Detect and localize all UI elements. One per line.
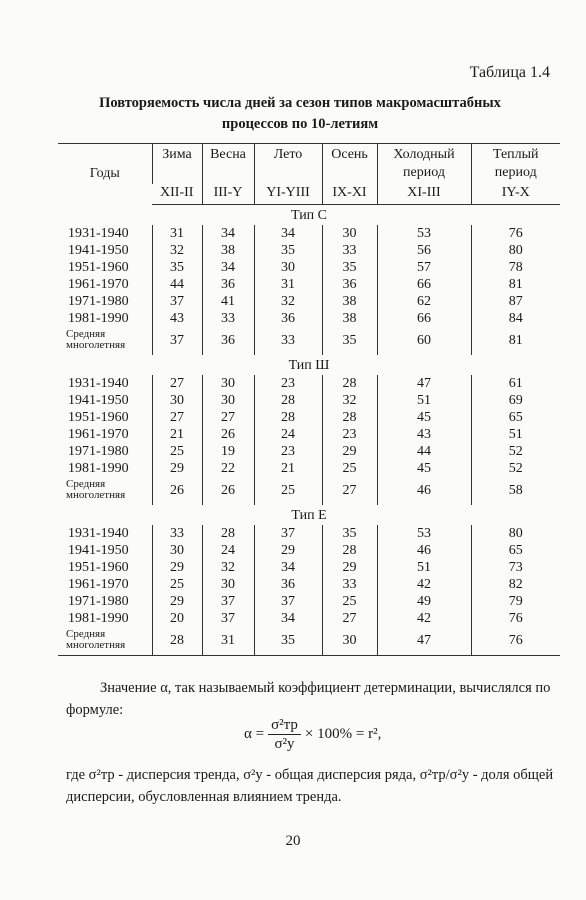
- table-title-line-2: процессов по 10-летиям: [221, 116, 379, 132]
- average-label-line-2: многолетняя: [66, 639, 126, 651]
- row-years: 1971-1980: [68, 294, 129, 309]
- average-cell: 26: [202, 477, 254, 505]
- table-cell: 32: [152, 242, 202, 259]
- average-label: [58, 627, 152, 656]
- average-cell: 47: [377, 627, 471, 656]
- table-cell: 37: [254, 525, 322, 542]
- table-cell: 30: [202, 392, 254, 409]
- group-header-row: [58, 505, 560, 525]
- table-cell: 29: [322, 443, 377, 460]
- table-cell: 32: [254, 293, 322, 310]
- table-cell: 36: [322, 276, 377, 293]
- table-body: [58, 205, 560, 656]
- table-title: [40, 93, 560, 135]
- table-row: [58, 225, 560, 242]
- table-cell: 36: [254, 310, 322, 327]
- row-years: 1981-1990: [68, 461, 129, 476]
- row-years: 1931-1940: [68, 526, 129, 541]
- average-cell: 36: [202, 327, 254, 355]
- table-cell: 38: [322, 310, 377, 327]
- table-row: [58, 610, 560, 627]
- header-cold-months: XI-III: [377, 184, 471, 205]
- average-cell: 27: [322, 477, 377, 505]
- table-row: [58, 242, 560, 259]
- average-cell: 76: [471, 627, 560, 656]
- row-years: 1951-1960: [68, 410, 129, 425]
- table-cell: 80: [471, 242, 560, 259]
- table-row: [58, 576, 560, 593]
- table-cell: 43: [377, 426, 471, 443]
- table-row: [58, 593, 560, 610]
- table-cell: 27: [152, 375, 202, 392]
- table-cell: 87: [471, 293, 560, 310]
- row-years: 1951-1960: [68, 560, 129, 575]
- table-cell: 28: [254, 409, 322, 426]
- header-cold-period: Холодный период: [377, 144, 471, 185]
- table-cell: 27: [202, 409, 254, 426]
- row-years: 1961-1970: [68, 577, 129, 592]
- header-summer-months: YI-YIII: [254, 184, 322, 205]
- table-cell: 53: [377, 525, 471, 542]
- table-cell: 79: [471, 593, 560, 610]
- average-cell: 37: [152, 327, 202, 355]
- table-cell: 49: [377, 593, 471, 610]
- table-cell: 80: [471, 525, 560, 542]
- group-name: Тип Ш: [288, 358, 330, 373]
- table-cell: 84: [471, 310, 560, 327]
- header-summer: Лето: [254, 144, 322, 185]
- table-cell: 53: [377, 225, 471, 242]
- row-years: 1941-1950: [68, 393, 129, 408]
- row-years: 1941-1950: [68, 543, 129, 558]
- table-cell: 37: [254, 593, 322, 610]
- table-row: [58, 310, 560, 327]
- header-spring: Весна: [202, 144, 254, 185]
- table-row: [58, 443, 560, 460]
- average-cell: 31: [202, 627, 254, 656]
- table-cell: 33: [322, 576, 377, 593]
- header-winter-months: XII-II: [152, 184, 202, 205]
- average-row: [58, 627, 560, 656]
- header-years: Годы: [58, 144, 152, 205]
- average-cell: 60: [377, 327, 471, 355]
- table-cell: 51: [377, 392, 471, 409]
- table-cell: 76: [471, 610, 560, 627]
- formula-rhs: × 100% = r²,: [304, 726, 382, 742]
- paragraph-2: где σ²тр - дисперсия тренда, σ²y - общая дисперсия ряда, σ²тр/σ²y - доля общей дисперсии, обусловленная влиянием тренда.: [66, 767, 554, 805]
- group-header-row: [58, 205, 560, 226]
- row-years: 1931-1940: [68, 226, 129, 241]
- formula-fraction: [268, 716, 301, 753]
- row-years: 1961-1970: [68, 427, 129, 442]
- formula: [244, 716, 381, 753]
- table-row: [58, 426, 560, 443]
- row-years: 1971-1980: [68, 594, 129, 609]
- table-cell: 28: [322, 542, 377, 559]
- average-label: [58, 477, 152, 505]
- table-cell: 41: [202, 293, 254, 310]
- table-cell: 81: [471, 276, 560, 293]
- table-cell: 65: [471, 542, 560, 559]
- table-cell: 66: [377, 310, 471, 327]
- table-cell: 31: [254, 276, 322, 293]
- table-cell: 30: [202, 576, 254, 593]
- table-cell: 35: [152, 259, 202, 276]
- table-cell: 30: [202, 375, 254, 392]
- table-cell: 29: [152, 593, 202, 610]
- page-number: 20: [285, 833, 301, 849]
- table-cell: 56: [377, 242, 471, 259]
- table-cell: 28: [322, 375, 377, 392]
- header-warm-months: IY-X: [471, 184, 560, 205]
- table-cell: 45: [377, 460, 471, 477]
- average-label-line-1: Средняя: [66, 328, 106, 340]
- table-cell: 24: [202, 542, 254, 559]
- table-cell: 37: [202, 610, 254, 627]
- average-cell: 35: [322, 327, 377, 355]
- table-cell: 45: [377, 409, 471, 426]
- row-years: 1971-1980: [68, 444, 129, 459]
- average-cell: 26: [152, 477, 202, 505]
- table-cell: 73: [471, 559, 560, 576]
- header-winter: Зима: [152, 144, 202, 185]
- average-cell: 58: [471, 477, 560, 505]
- table-cell: 44: [377, 443, 471, 460]
- table-cell: 38: [202, 242, 254, 259]
- table-cell: 21: [152, 426, 202, 443]
- table-cell: 30: [322, 225, 377, 242]
- table-cell: 33: [322, 242, 377, 259]
- table-label: Таблица 1.4: [469, 64, 550, 81]
- table-cell: 34: [254, 610, 322, 627]
- table-cell: 34: [254, 225, 322, 242]
- table-row: [58, 542, 560, 559]
- header-spring-months: III-Y: [202, 184, 254, 205]
- table-cell: 42: [377, 576, 471, 593]
- data-table: [58, 143, 560, 656]
- table-cell: 32: [322, 392, 377, 409]
- header-warm-period: Теплый период: [471, 144, 560, 185]
- table-cell: 28: [322, 409, 377, 426]
- average-label: [58, 327, 152, 355]
- group-header-row: [58, 355, 560, 375]
- table-row: [58, 525, 560, 542]
- table-title-line-1: Повторяемость числа дней за сезон типов макромасштабных: [99, 95, 501, 111]
- table-cell: 26: [202, 426, 254, 443]
- table-cell: 52: [471, 443, 560, 460]
- average-row: [58, 477, 560, 505]
- table-cell: 33: [152, 525, 202, 542]
- table-row: [58, 276, 560, 293]
- table-row: [58, 559, 560, 576]
- table-cell: 82: [471, 576, 560, 593]
- table-cell: 78: [471, 259, 560, 276]
- average-cell: 81: [471, 327, 560, 355]
- table-cell: 51: [471, 426, 560, 443]
- average-label-line-1: Средняя: [66, 478, 106, 490]
- table-cell: 20: [152, 610, 202, 627]
- formula-lhs: α =: [244, 726, 265, 742]
- table-cell: 34: [254, 559, 322, 576]
- row-years: 1981-1990: [68, 611, 129, 626]
- row-years: 1981-1990: [68, 311, 129, 326]
- group-name: Тип С: [290, 208, 328, 223]
- table-cell: 44: [152, 276, 202, 293]
- header-autumn: Осень: [322, 144, 377, 185]
- table-cell: 23: [322, 426, 377, 443]
- table-cell: 31: [152, 225, 202, 242]
- table-cell: 29: [152, 559, 202, 576]
- table-cell: 27: [322, 610, 377, 627]
- table-cell: 66: [377, 276, 471, 293]
- table-cell: 23: [254, 443, 322, 460]
- table-row: [58, 460, 560, 477]
- row-years: 1931-1940: [68, 376, 129, 391]
- table-cell: 37: [152, 293, 202, 310]
- table-cell: 32: [202, 559, 254, 576]
- table-cell: 36: [202, 276, 254, 293]
- table-cell: 34: [202, 225, 254, 242]
- row-years: 1941-1950: [68, 243, 129, 258]
- table-cell: 29: [322, 559, 377, 576]
- table-cell: 36: [254, 576, 322, 593]
- table-cell: 29: [254, 542, 322, 559]
- table-cell: 61: [471, 375, 560, 392]
- average-label-line-1: Средняя: [66, 628, 106, 640]
- table-cell: 25: [322, 593, 377, 610]
- header-autumn-months: IX-XI: [322, 184, 377, 205]
- table-cell: 29: [152, 460, 202, 477]
- table-cell: 65: [471, 409, 560, 426]
- formula-numerator: σ²тр: [268, 716, 301, 735]
- table-cell: 37: [202, 593, 254, 610]
- table-cell: 30: [152, 542, 202, 559]
- average-cell: 46: [377, 477, 471, 505]
- table-cell: 19: [202, 443, 254, 460]
- table-cell: 38: [322, 293, 377, 310]
- average-cell: 33: [254, 327, 322, 355]
- table-cell: 46: [377, 542, 471, 559]
- row-years: 1951-1960: [68, 260, 129, 275]
- table-cell: 25: [152, 443, 202, 460]
- table-cell: 28: [202, 525, 254, 542]
- table-cell: 25: [322, 460, 377, 477]
- table-cell: 28: [254, 392, 322, 409]
- table-cell: 30: [152, 392, 202, 409]
- row-years: 1961-1970: [68, 277, 129, 292]
- average-cell: 35: [254, 627, 322, 656]
- table-cell: 21: [254, 460, 322, 477]
- table-row: [58, 293, 560, 310]
- average-label-line-2: многолетняя: [66, 339, 126, 351]
- group-name: Тип Е: [291, 508, 327, 523]
- table-cell: 34: [202, 259, 254, 276]
- average-row: [58, 327, 560, 355]
- table-cell: 35: [322, 525, 377, 542]
- formula-denominator: σ²y: [274, 736, 295, 752]
- table-cell: 25: [152, 576, 202, 593]
- table-row: [58, 392, 560, 409]
- table-cell: 69: [471, 392, 560, 409]
- table-cell: 27: [152, 409, 202, 426]
- table-row: [58, 375, 560, 392]
- table-cell: 76: [471, 225, 560, 242]
- table-cell: 24: [254, 426, 322, 443]
- table-row: [58, 409, 560, 426]
- average-cell: 25: [254, 477, 322, 505]
- table-cell: 33: [202, 310, 254, 327]
- table-cell: 23: [254, 375, 322, 392]
- table-cell: 35: [254, 242, 322, 259]
- table-cell: 30: [254, 259, 322, 276]
- table-cell: 57: [377, 259, 471, 276]
- table-cell: 35: [322, 259, 377, 276]
- table-cell: 22: [202, 460, 254, 477]
- table-row: [58, 259, 560, 276]
- table-cell: 43: [152, 310, 202, 327]
- table-cell: 42: [377, 610, 471, 627]
- paragraph-1: Значение α, так называемый коэффициент детерминации, вычислялся по формуле:: [66, 680, 551, 718]
- table-cell: 52: [471, 460, 560, 477]
- average-cell: 28: [152, 627, 202, 656]
- average-cell: 30: [322, 627, 377, 656]
- table-cell: 51: [377, 559, 471, 576]
- table-cell: 62: [377, 293, 471, 310]
- table-cell: 47: [377, 375, 471, 392]
- average-label-line-2: многолетняя: [66, 489, 126, 501]
